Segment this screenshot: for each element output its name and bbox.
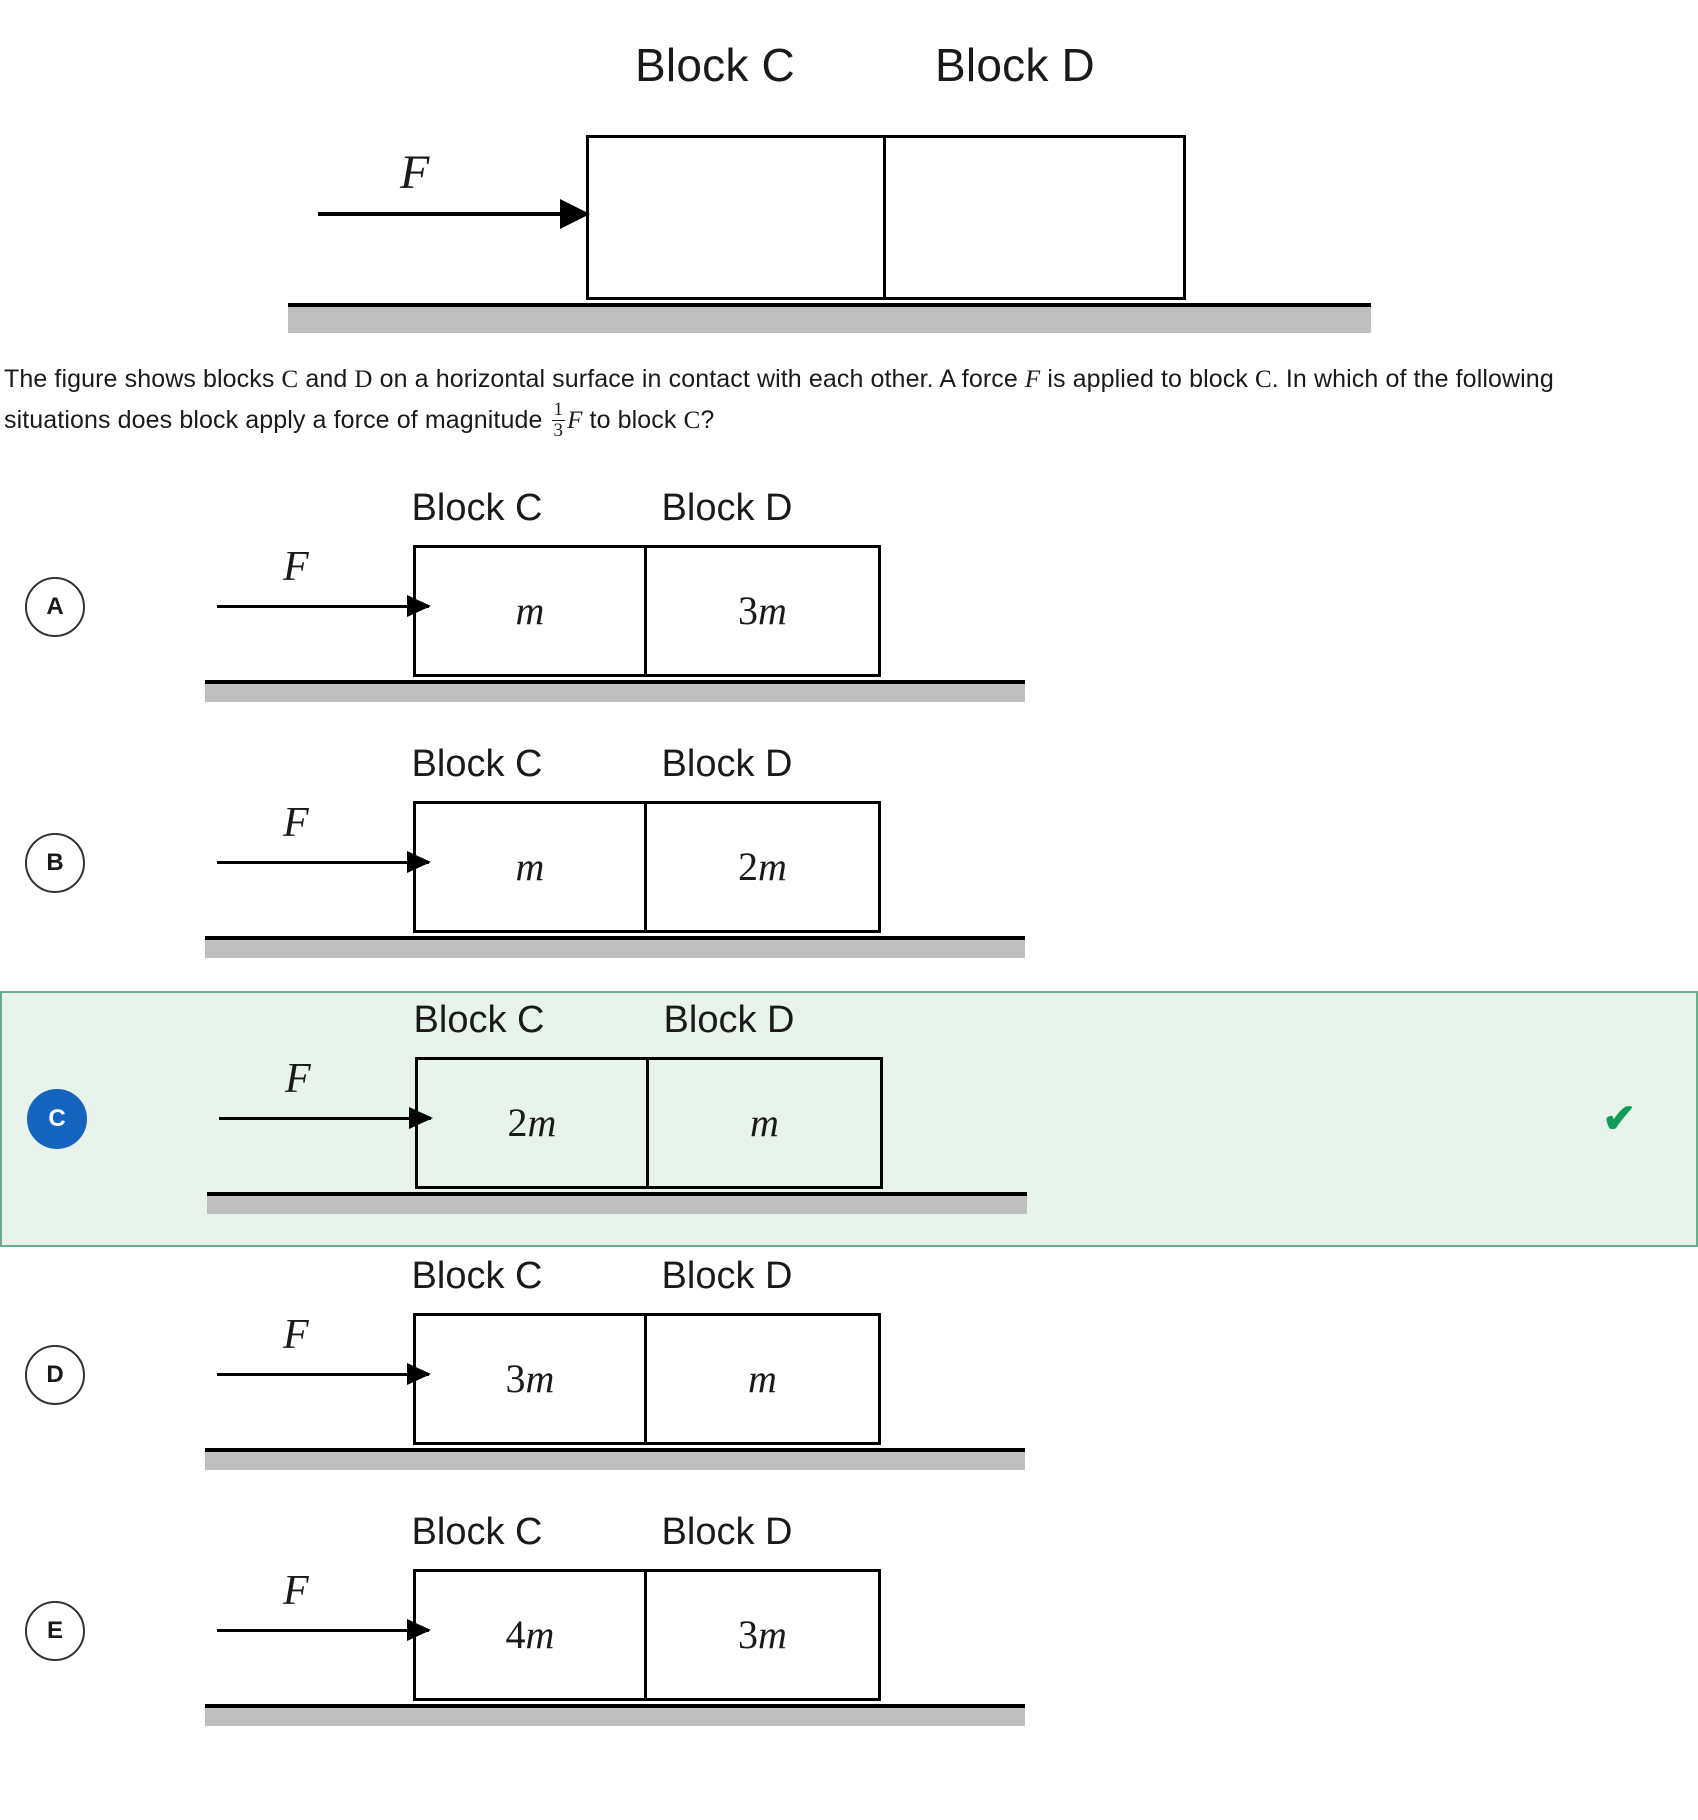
choice-b-mass-d-coef: 2 (738, 844, 759, 890)
question-text (0, 360, 1660, 441)
choice-a-block-d-label: Block D (661, 486, 793, 529)
answer-choices-list (0, 479, 1698, 1759)
question-part-6: apply a force of magnitude (245, 405, 550, 434)
question-symbol-f1: F (1024, 366, 1041, 393)
choice-c-mass-d-symbol: m (750, 1100, 779, 1146)
choice-a-blocks (413, 545, 881, 677)
choice-c-force-label: F (285, 1055, 311, 1102)
choice-b-block-c-label: Block C (411, 742, 543, 785)
choice-e-mass-d-coef: 3 (738, 1612, 759, 1658)
choice-e-mass-d-symbol: m (758, 1612, 787, 1658)
choice-b-block-d-label: Block D (661, 742, 793, 785)
choice-d-force-arrow-icon (217, 1373, 429, 1376)
choice-b-block-d (647, 801, 881, 933)
header-block-c (586, 135, 886, 300)
choice-b-blocks (413, 801, 881, 933)
choice-c-mass-c-symbol: m (527, 1100, 557, 1146)
choice-d-ground-surface (205, 1448, 1025, 1470)
choice-a-block-c-label: Block C (411, 486, 543, 529)
choice-d-blocks (413, 1313, 881, 1445)
choice-a-force-label: F (283, 543, 309, 590)
fraction-numerator: 1 (553, 398, 564, 420)
choice-a-mass-d-coef: 3 (738, 588, 759, 634)
choice-e-block-c (413, 1569, 647, 1701)
choice-figure-e (165, 1511, 1045, 1751)
choice-a-labels (361, 487, 901, 530)
choice-bullet-d[interactable]: D (25, 1345, 85, 1405)
choice-c-ground-surface (207, 1192, 1027, 1214)
header-block-d (886, 135, 1186, 300)
question-part-7: to block (582, 405, 684, 434)
header-blocks (586, 135, 1186, 300)
choice-b-force-label: F (283, 799, 309, 846)
choice-d-force-label: F (283, 1311, 309, 1358)
header-force-arrow-icon (318, 212, 588, 216)
choice-a-ground-surface (205, 680, 1025, 702)
choice-d-block-c (413, 1313, 647, 1445)
choice-c-block-d (649, 1057, 883, 1189)
question-fraction-one-third (552, 400, 566, 441)
header-figure (0, 0, 1698, 360)
question-part-3: on a horizontal surface in contact with each other. A force (372, 365, 1025, 393)
choice-b-labels (361, 743, 901, 786)
header-force-label: F (400, 146, 430, 199)
answer-choice-c[interactable] (0, 991, 1698, 1247)
answer-choice-e[interactable] (0, 1503, 1698, 1759)
choice-e-mass-c-symbol: m (525, 1612, 555, 1658)
choice-e-mass-c-coef: 4 (505, 1612, 526, 1658)
choice-figure-d (165, 1255, 1045, 1495)
choice-a-block-c (413, 545, 647, 677)
choice-c-labels (363, 999, 903, 1042)
choice-d-block-c-label: Block C (411, 1254, 543, 1297)
choice-e-block-c-label: Block C (411, 1510, 543, 1553)
choice-b-force-arrow-icon (217, 861, 429, 864)
question-part-4: is applied to block (1040, 365, 1256, 393)
choice-bullet-b[interactable]: B (25, 833, 85, 893)
choice-d-block-d-label: Block D (661, 1254, 793, 1297)
choice-b-mass-d-symbol: m (758, 844, 787, 890)
choice-a-mass-c-symbol: m (515, 588, 545, 634)
choice-bullet-a[interactable]: A (25, 577, 85, 637)
choice-d-labels (361, 1255, 901, 1298)
choice-e-force-arrow-icon (217, 1629, 429, 1632)
correct-answer-check-icon: ✔ (1602, 1096, 1636, 1141)
question-symbol-f2: F (567, 406, 583, 434)
question-symbol-c3: C (683, 406, 701, 434)
choice-d-mass-d-symbol: m (748, 1356, 777, 1402)
choice-c-blocks (415, 1057, 883, 1189)
choice-bullet-e[interactable]: E (25, 1601, 85, 1661)
choice-c-force-arrow-icon (219, 1117, 431, 1120)
header-figure-labels (595, 38, 1215, 92)
question-symbol-c2: C (1255, 366, 1272, 393)
choice-e-blocks (413, 1569, 881, 1701)
choice-c-block-c (415, 1057, 649, 1189)
choice-figure-a (165, 487, 1045, 727)
choice-d-block-d (647, 1313, 881, 1445)
choice-c-block-c-label: Block C (413, 998, 545, 1041)
choice-e-labels (361, 1511, 901, 1554)
question-part-2: and (298, 365, 355, 393)
fraction-denominator: 3 (553, 419, 564, 441)
question-symbol-c1: C (281, 366, 299, 393)
choice-b-block-c (413, 801, 647, 933)
choice-b-ground-surface (205, 936, 1025, 958)
answer-choice-a[interactable] (0, 479, 1698, 735)
header-block-c-label: Block C (635, 39, 795, 91)
choice-a-block-d (647, 545, 881, 677)
choice-figure-b (165, 743, 1045, 983)
choice-e-block-d-label: Block D (661, 1510, 793, 1553)
question-part-8: ? (700, 405, 715, 434)
choice-e-block-d (647, 1569, 881, 1701)
choice-e-ground-surface (205, 1704, 1025, 1726)
choice-b-mass-c-symbol: m (515, 844, 545, 890)
choice-d-mass-c-symbol: m (525, 1356, 555, 1402)
header-block-d-label: Block D (935, 39, 1095, 91)
choice-c-block-d-label: Block D (663, 998, 795, 1041)
choice-e-force-label: F (283, 1567, 309, 1614)
answer-choice-d[interactable] (0, 1247, 1698, 1503)
choice-d-mass-c-coef: 3 (505, 1356, 526, 1402)
question-part-5: . In which of the following situations does block (4, 365, 1554, 434)
choice-bullet-c[interactable]: C (27, 1089, 87, 1149)
choice-a-mass-d-symbol: m (758, 588, 787, 634)
question-symbol-d1: D (354, 366, 373, 393)
answer-choice-b[interactable] (0, 735, 1698, 991)
choice-c-mass-c-coef: 2 (507, 1100, 528, 1146)
header-ground-surface (288, 303, 1371, 333)
choice-a-force-arrow-icon (217, 605, 429, 608)
question-part-1: The figure shows blocks (4, 365, 282, 393)
choice-figure-c (167, 999, 1047, 1239)
